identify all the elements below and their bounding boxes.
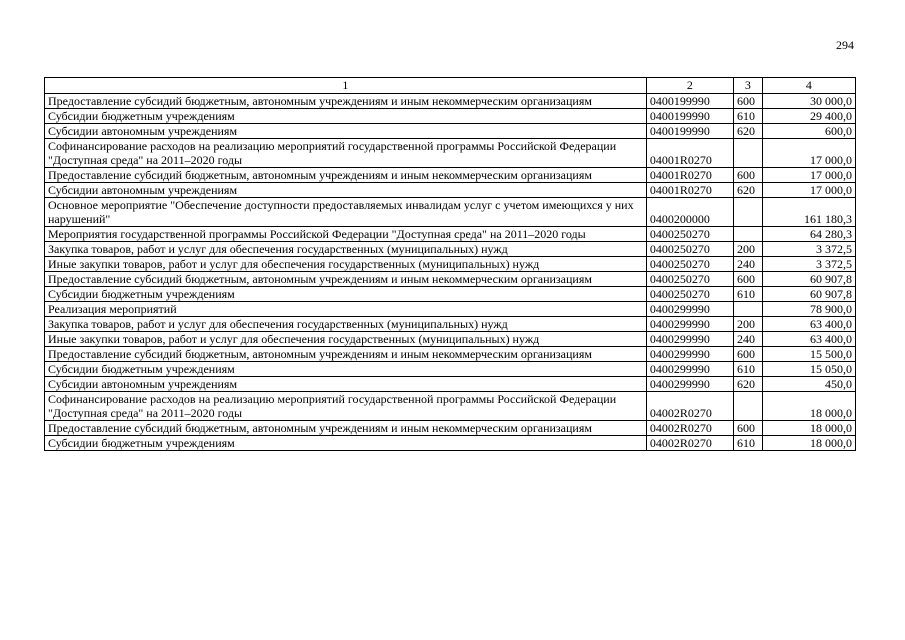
table-row <box>45 421 856 436</box>
row-amount-cell: 60 907,8 <box>762 287 855 302</box>
header-col-1: 1 <box>45 78 647 94</box>
row-type-cell: 200 <box>733 317 762 332</box>
row-amount-cell: 161 180,3 <box>762 198 855 227</box>
row-code-cell: 04001R0270 <box>646 183 733 198</box>
budget-table <box>44 77 856 451</box>
row-type-cell: 200 <box>733 242 762 257</box>
row-name-cell: Предоставление субсидий бюджетным, автономным учреждениям и иным некоммерческим организациям <box>45 421 647 436</box>
row-name-cell: Иные закупки товаров, работ и услуг для обеспечения государственных (муниципальных) нужд <box>45 332 647 347</box>
row-amount-cell: 18 000,0 <box>762 421 855 436</box>
row-type-cell: 600 <box>733 94 762 109</box>
row-code-cell: 0400199990 <box>646 109 733 124</box>
table-row <box>45 302 856 317</box>
table-row <box>45 227 856 242</box>
row-amount-cell: 17 000,0 <box>762 139 855 168</box>
table-row <box>45 362 856 377</box>
row-type-cell: 240 <box>733 257 762 272</box>
row-amount-cell: 600,0 <box>762 124 855 139</box>
row-amount-cell: 29 400,0 <box>762 109 855 124</box>
row-name-cell: Субсидии бюджетным учреждениям <box>45 362 647 377</box>
row-name-cell: Предоставление субсидий бюджетным, автономным учреждениям и иным некоммерческим организациям <box>45 272 647 287</box>
row-code-cell: 04002R0270 <box>646 421 733 436</box>
row-name-cell: Субсидии автономным учреждениям <box>45 183 647 198</box>
row-type-cell <box>733 227 762 242</box>
row-name-cell: Основное мероприятие "Обеспечение доступности предоставляемых инвалидам услуг с учетом имеющихся у них нарушений" <box>45 198 647 227</box>
row-type-cell: 240 <box>733 332 762 347</box>
row-amount-cell: 63 400,0 <box>762 332 855 347</box>
row-type-cell: 600 <box>733 421 762 436</box>
row-amount-cell: 15 050,0 <box>762 362 855 377</box>
table-row <box>45 109 856 124</box>
row-name-cell: Реализация мероприятий <box>45 302 647 317</box>
table-row <box>45 377 856 392</box>
header-col-4: 4 <box>762 78 855 94</box>
table-row <box>45 287 856 302</box>
table-row <box>45 317 856 332</box>
row-code-cell: 04001R0270 <box>646 139 733 168</box>
row-name-cell: Закупка товаров, работ и услуг для обеспечения государственных (муниципальных) нужд <box>45 317 647 332</box>
row-type-cell <box>733 302 762 317</box>
row-type-cell: 610 <box>733 436 762 451</box>
table-row <box>45 94 856 109</box>
row-code-cell: 0400200000 <box>646 198 733 227</box>
table-header-row <box>45 78 856 94</box>
row-code-cell: 0400299990 <box>646 317 733 332</box>
row-amount-cell: 18 000,0 <box>762 392 855 421</box>
row-name-cell: Субсидии бюджетным учреждениям <box>45 109 647 124</box>
row-name-cell: Закупка товаров, работ и услуг для обеспечения государственных (муниципальных) нужд <box>45 242 647 257</box>
row-code-cell: 0400299990 <box>646 332 733 347</box>
row-code-cell: 0400199990 <box>646 124 733 139</box>
row-name-cell: Мероприятия государственной программы Российской Федерации "Доступная среда" на 2011–2020 годы <box>45 227 647 242</box>
table-row <box>45 436 856 451</box>
row-name-cell: Софинансирование расходов на реализацию мероприятий государственной программы Российской Федерации "Доступная среда" на 2011–2020 годы <box>45 392 647 421</box>
row-code-cell: 04002R0270 <box>646 392 733 421</box>
row-type-cell: 620 <box>733 124 762 139</box>
row-name-cell: Предоставление субсидий бюджетным, автономным учреждениям и иным некоммерческим организациям <box>45 168 647 183</box>
row-name-cell: Субсидии бюджетным учреждениям <box>45 436 647 451</box>
table-row <box>45 257 856 272</box>
table-row <box>45 347 856 362</box>
row-amount-cell: 30 000,0 <box>762 94 855 109</box>
table-row <box>45 272 856 287</box>
row-name-cell: Иные закупки товаров, работ и услуг для обеспечения государственных (муниципальных) нужд <box>45 257 647 272</box>
row-type-cell: 600 <box>733 272 762 287</box>
row-code-cell: 0400199990 <box>646 94 733 109</box>
row-amount-cell: 60 907,8 <box>762 272 855 287</box>
header-col-2: 2 <box>646 78 733 94</box>
row-code-cell: 0400250270 <box>646 272 733 287</box>
row-amount-cell: 18 000,0 <box>762 436 855 451</box>
row-code-cell: 04002R0270 <box>646 436 733 451</box>
header-col-3: 3 <box>733 78 762 94</box>
row-type-cell <box>733 139 762 168</box>
row-type-cell <box>733 198 762 227</box>
row-code-cell: 04001R0270 <box>646 168 733 183</box>
row-amount-cell: 63 400,0 <box>762 317 855 332</box>
row-type-cell: 620 <box>733 183 762 198</box>
table-row <box>45 242 856 257</box>
row-code-cell: 0400250270 <box>646 287 733 302</box>
row-type-cell: 610 <box>733 109 762 124</box>
row-code-cell: 0400250270 <box>646 242 733 257</box>
table-row <box>45 198 856 227</box>
row-name-cell: Субсидии автономным учреждениям <box>45 124 647 139</box>
row-name-cell: Предоставление субсидий бюджетным, автономным учреждениям и иным некоммерческим организациям <box>45 347 647 362</box>
row-amount-cell: 17 000,0 <box>762 183 855 198</box>
row-amount-cell: 78 900,0 <box>762 302 855 317</box>
row-code-cell: 0400299990 <box>646 377 733 392</box>
row-code-cell: 0400299990 <box>646 347 733 362</box>
row-amount-cell: 450,0 <box>762 377 855 392</box>
row-amount-cell: 64 280,3 <box>762 227 855 242</box>
row-amount-cell: 15 500,0 <box>762 347 855 362</box>
row-type-cell: 610 <box>733 287 762 302</box>
row-code-cell: 0400299990 <box>646 302 733 317</box>
table-row <box>45 139 856 168</box>
table-row <box>45 392 856 421</box>
row-code-cell: 0400250270 <box>646 257 733 272</box>
row-name-cell: Софинансирование расходов на реализацию мероприятий государственной программы Российской Федерации "Доступная среда" на 2011–2020 годы <box>45 139 647 168</box>
row-name-cell: Предоставление субсидий бюджетным, автономным учреждениям и иным некоммерческим организациям <box>45 94 647 109</box>
row-amount-cell: 3 372,5 <box>762 242 855 257</box>
row-type-cell: 610 <box>733 362 762 377</box>
row-amount-cell: 3 372,5 <box>762 257 855 272</box>
row-type-cell: 600 <box>733 347 762 362</box>
row-amount-cell: 17 000,0 <box>762 168 855 183</box>
row-name-cell: Субсидии автономным учреждениям <box>45 377 647 392</box>
row-name-cell: Субсидии бюджетным учреждениям <box>45 287 647 302</box>
page-number: 294 <box>836 38 854 52</box>
row-type-cell: 620 <box>733 377 762 392</box>
row-code-cell: 0400299990 <box>646 362 733 377</box>
table-row <box>45 124 856 139</box>
table-row <box>45 332 856 347</box>
table-row <box>45 168 856 183</box>
row-code-cell: 0400250270 <box>646 227 733 242</box>
table-row <box>45 183 856 198</box>
row-type-cell <box>733 392 762 421</box>
row-type-cell: 600 <box>733 168 762 183</box>
